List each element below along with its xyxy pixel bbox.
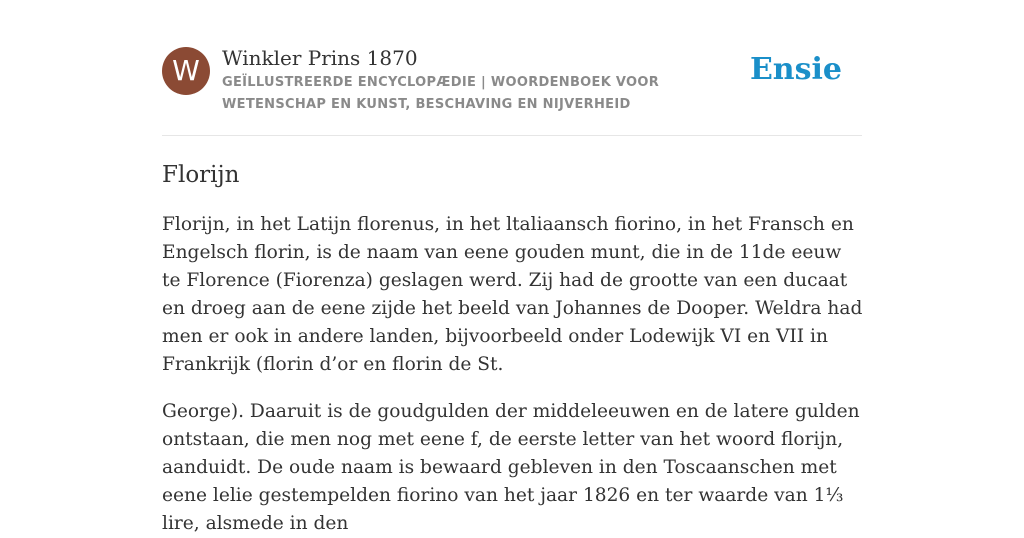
article-title: Florijn	[162, 162, 240, 188]
header-divider	[162, 135, 862, 136]
source-header	[162, 44, 862, 136]
article-paragraph: George). Daaruit is de goudgulden der middeleeuwen en de latere gulden ontstaan, die men nog met eene f, de eerste letter van het woord florijn, aanduidt. De oude naam is bewaard gebleven in den Toscaanschen met eene lelie gestempelden fiorino van het jaar 1826 en ter waarde van 1⅓ lire, alsmede in den	[162, 401, 860, 534]
source-title[interactable]: Winkler Prins 1870	[222, 46, 418, 70]
ensie-logo[interactable]: Ensie	[749, 52, 842, 87]
source-subtitle: GEÏLLUSTREERDE ENCYCLOPÆDIE | WOORDENBOEK VOOR WETENSCHAP EN KUNST, BESCHAVING EN NIJVERHEID	[222, 75, 660, 112]
article-paragraph: Florijn, in het Latijn florenus, in het ltaliaansch fiorino, in het Fransch en Engelsch florin, is de naam van eene gouden munt, die in de 11de eeuw te Florence (Fiorenza) geslagen werd. Zij had de grootte van een ducaat en droeg aan de eene zijde het beeld van Johannes de Dooper. Weldra had men er ook in andere landen, bijvoorbeeld onder Lodewijk VI en VII in Frankrijk (florin d’or en florin de St.	[162, 214, 863, 375]
avatar-letter: W	[172, 54, 200, 87]
source-avatar[interactable]	[162, 47, 210, 95]
